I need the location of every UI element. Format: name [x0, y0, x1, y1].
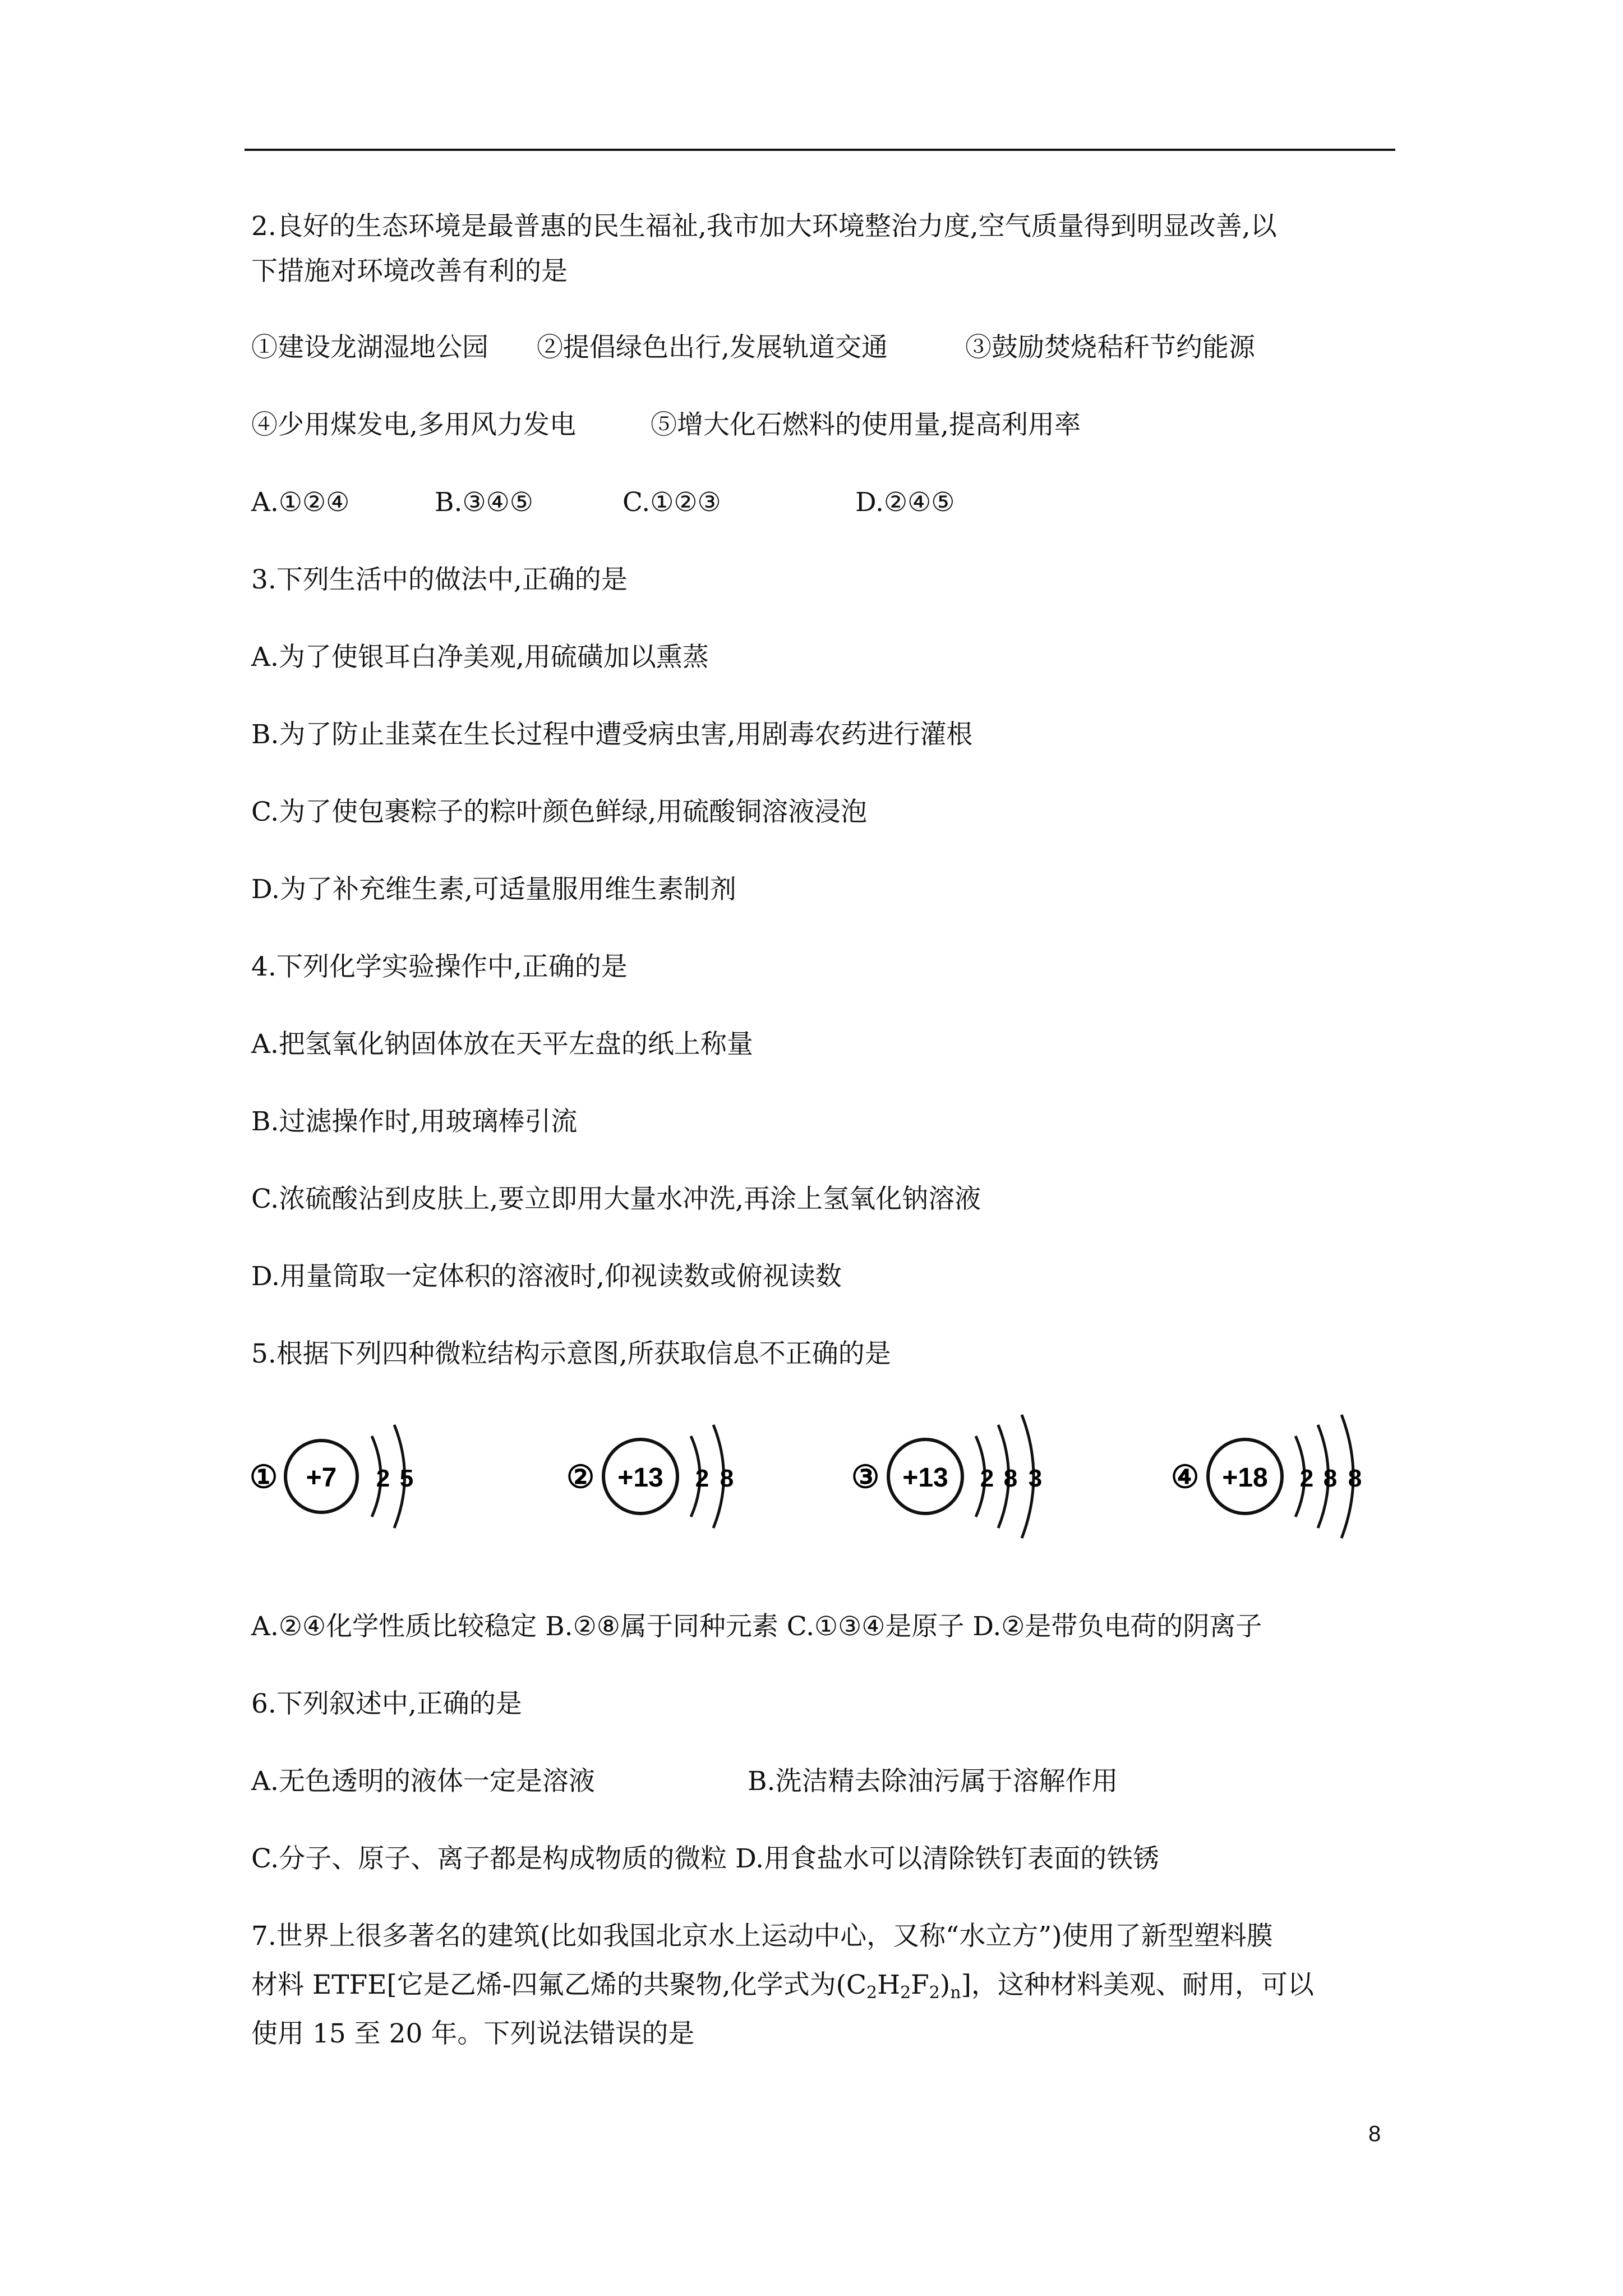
shell-electrons: 2	[980, 1465, 994, 1492]
q6-option-cd: C.分子、原子、离子都是构成物质的微粒 D.用食盐水可以清除铁钉表面的铁锈	[251, 1843, 1160, 1874]
q6-option-a: A.无色透明的液体一定是溶液	[251, 1766, 595, 1797]
q7-stem-line-3: 使用 15 至 20 年。下列说法错误的是	[251, 2018, 695, 2049]
q3-stem: 3.下列生活中的做法中,正确的是	[251, 564, 628, 595]
shell-electrons: 2	[376, 1465, 390, 1492]
formula-h: H	[877, 1970, 901, 2000]
q4-option-d: D.用量筒取一定体积的溶液时,仰视读数或俯视读数	[251, 1261, 842, 1292]
atom-diagram-2	[566, 1402, 757, 1537]
q6-stem: 6.下列叙述中,正确的是	[251, 1688, 522, 1719]
formula-f: F	[911, 1970, 929, 2000]
q2-option-a: A.①②④	[251, 487, 350, 518]
formula-close: )	[939, 1970, 951, 2000]
shell-electrons: 2	[1299, 1465, 1314, 1492]
subscript: 2	[929, 1983, 940, 2003]
q2-stem-line-2: 下措施对环境改善有利的是	[251, 256, 568, 287]
diagram-label-1: ①	[250, 1459, 278, 1494]
q6-option-b: B.洗洁精去除油污属于溶解作用	[748, 1766, 1118, 1797]
q2-item-1: ①建设龙湖湿地公园	[251, 332, 488, 363]
nucleus-charge-3: +13	[902, 1463, 948, 1493]
q2-option-b: B.③④⑤	[435, 487, 533, 518]
header-rule	[245, 149, 1395, 151]
q5-stem: 5.根据下列四种微粒结构示意图,所获取信息不正确的是	[251, 1338, 891, 1369]
shell-electrons: 5	[399, 1465, 414, 1492]
q7-text-post: ]，这种材料美观、耐用，可以	[961, 1970, 1314, 2000]
nucleus-charge-1: +7	[306, 1463, 337, 1493]
shell-electrons: 2	[695, 1465, 709, 1492]
q3-option-a: A.为了使银耳白净美观,用硫磺加以熏蒸	[251, 642, 709, 673]
shell-electrons: 8	[720, 1465, 734, 1492]
q3-option-b: B.为了防止韭菜在生长过程中遭受病虫害,用剧毒农药进行灌根	[251, 719, 973, 750]
page-number: 8	[1368, 2122, 1381, 2146]
q2-option-c: C.①②③	[623, 487, 721, 518]
q4-option-b: B.过滤操作时,用玻璃棒引流	[251, 1106, 578, 1137]
atom-diagram-3	[851, 1402, 1076, 1537]
nucleus-charge-2: +13	[617, 1463, 663, 1493]
q2-item-5: ⑤增大化石燃料的使用量,提高利用率	[651, 409, 1081, 440]
diagram-label-3: ③	[851, 1459, 880, 1494]
diagram-label-2: ②	[566, 1459, 595, 1494]
shell-electrons: 8	[1003, 1465, 1018, 1492]
diagram-label-4: ④	[1171, 1459, 1200, 1494]
q2-item-4: ④少用煤发电,多用风力发电	[251, 409, 576, 440]
atom-diagram-4	[1171, 1402, 1395, 1537]
subscript-n: n	[950, 1983, 961, 2003]
nucleus-charge-4: +18	[1222, 1463, 1268, 1493]
shell-electrons: 8	[1323, 1465, 1338, 1492]
q7-text-pre: 材料 ETFE[它是乙烯-四氟乙烯的共聚物,化学式为(C	[251, 1970, 866, 2000]
q7-stem-line-1: 7.世界上很多著名的建筑(比如我国北京水上运动中心，又称“水立方”)使用了新型塑料膜	[251, 1921, 1273, 1952]
atom-diagram-1	[250, 1402, 440, 1537]
subscript: 2	[900, 1983, 911, 2003]
q5-options: A.②④化学性质比较稳定 B.②⑧属于同种元素 C.①③④是原子 D.②是带负电荷的阴离子	[251, 1611, 1262, 1642]
q3-option-c: C.为了使包裹粽子的粽叶颜色鲜绿,用硫酸铜溶液浸泡	[251, 797, 868, 827]
q2-stem-line-1: 2.良好的生态环境是最普惠的民生福祉,我市加大环境整治力度,空气质量得到明显改善,以	[251, 211, 1277, 242]
q7-stem-line-2	[251, 1967, 1314, 2011]
shell-electrons: 3	[1028, 1465, 1043, 1492]
q4-option-c: C.浓硫酸沾到皮肤上,要立即用大量水冲洗,再涂上氢氧化钠溶液	[251, 1184, 981, 1214]
shell-electrons: 8	[1348, 1465, 1362, 1492]
q4-option-a: A.把氢氧化钠固体放在天平左盘的纸上称量	[251, 1029, 753, 1060]
subscript: 2	[866, 1983, 878, 2003]
q2-item-3: ③鼓励焚烧秸秆节约能源	[965, 332, 1255, 363]
q3-option-d: D.为了补充维生素,可适量服用维生素制剂	[251, 874, 736, 905]
q2-item-2: ②提倡绿色出行,发展轨道交通	[537, 332, 888, 363]
q4-stem: 4.下列化学实验操作中,正确的是	[251, 951, 628, 982]
q2-option-d: D.②④⑤	[855, 487, 955, 518]
